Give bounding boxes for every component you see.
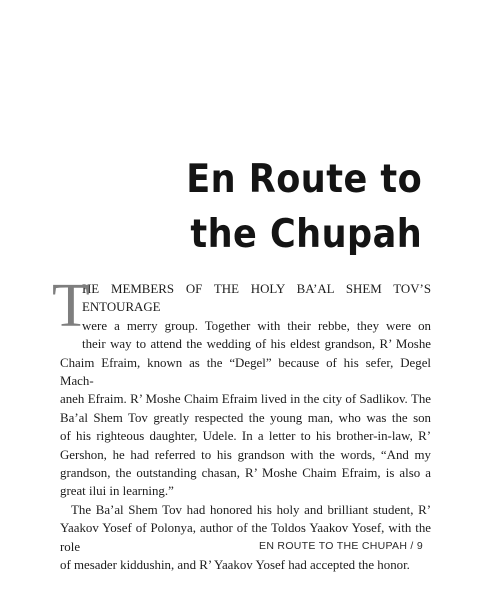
text-line: Gershon, he had referred to his grandson with the words, “And my <box>60 447 431 462</box>
text-line: were a merry group. Together with their rebbe, they were on <box>82 318 431 333</box>
text-line: their way to attend the wedding of his eldest grandson, R’ Moshe <box>82 337 431 352</box>
text-line: of his righteous daughter, Udele. In a letter to his brother-in-law, R’ <box>60 429 431 444</box>
chapter-title-line-2: the Chupah <box>190 212 422 257</box>
text-line: Ba’al Shem Tov greatly respected the young man, who was the son <box>60 410 431 425</box>
text-line: Chaim Efraim, known as the “Degel” because of his sefer, Degel Mach- <box>60 355 431 389</box>
text-line: grandson, the outstanding chasan, R’ Moshe Chaim Efraim, is also a <box>60 466 431 481</box>
body-text <box>52 272 431 575</box>
drop-cap: T <box>52 272 90 340</box>
text-line: great ilui in learning.” <box>60 484 174 499</box>
text-line: The Ba’al Shem Tov had honored his holy and brilliant student, R’ <box>71 502 431 517</box>
text-line: Yaakov Yosef of Polonya, author of the Toldos Yaakov Yosef, with the role <box>60 521 431 554</box>
text-line: aneh Efraim. R’ Moshe Chaim Efraim lived in the city of Sadlikov. The <box>60 392 431 407</box>
chapter-title <box>186 152 422 262</box>
text-line: HE MEMBERS OF THE HOLY BA’AL SHEM TOV’S ENTOURAGE <box>82 282 431 315</box>
running-footer: EN ROUTE TO THE CHUPAH / 9 <box>259 540 423 552</box>
text-line: of mesader kiddushin, and R’ Yaakov Yosef had accepted the honor. <box>60 558 410 573</box>
chapter-title-line-1: En Route to <box>186 157 422 202</box>
